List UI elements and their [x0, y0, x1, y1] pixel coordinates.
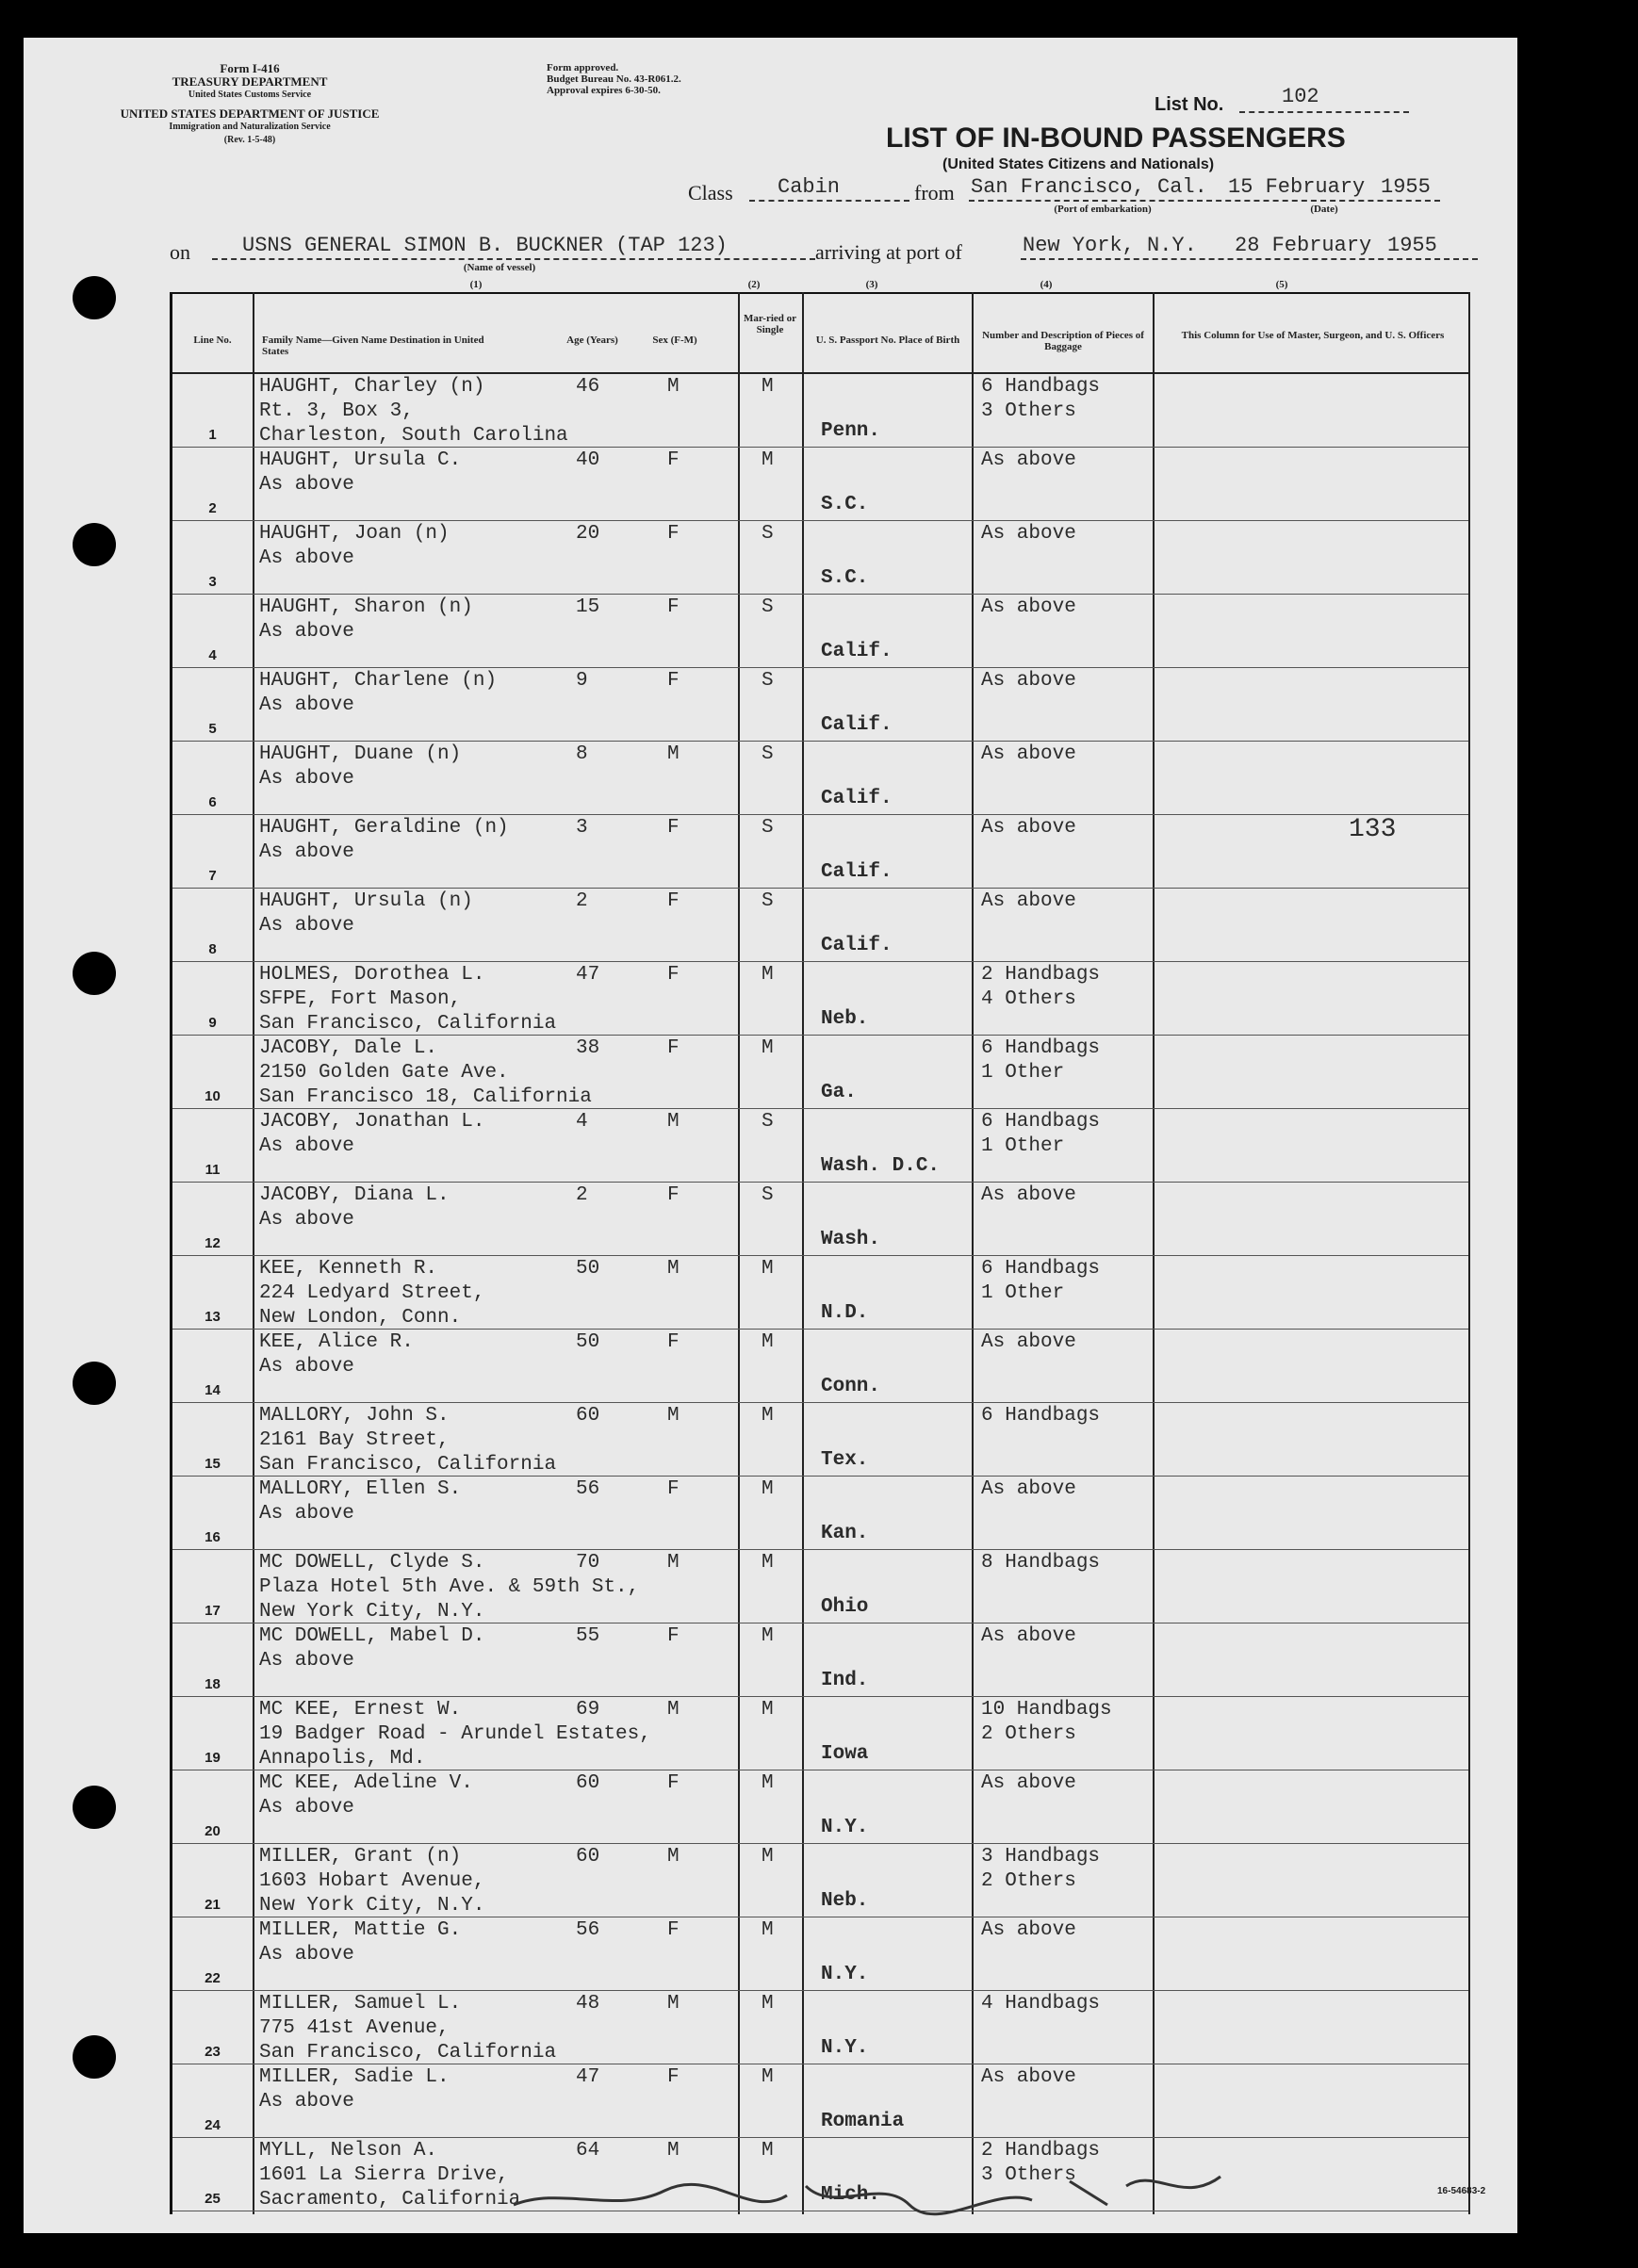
passenger-destination: As above	[259, 474, 354, 496]
line-number: 20	[205, 1823, 221, 1839]
passenger-baggage: As above	[981, 523, 1076, 545]
list-no-label: List No.	[1155, 94, 1224, 115]
passenger-birthplace: Calif.	[821, 861, 893, 883]
passenger-age: 70	[576, 1552, 600, 1574]
passenger-name: HAUGHT, Joan (n)	[259, 523, 450, 545]
passenger-name: JACOBY, Jonathan L.	[259, 1111, 485, 1133]
passenger-name: MILLER, Samuel L.	[259, 1993, 462, 2015]
passenger-name: MALLORY, John S.	[259, 1405, 450, 1427]
passenger-baggage: 6 Handbags 1 Other	[981, 1111, 1101, 1157]
embark-date: 15 February	[1228, 175, 1366, 199]
line-number: 16	[205, 1529, 221, 1545]
passenger-age: 38	[576, 1037, 600, 1059]
line-number: 6	[208, 794, 217, 810]
line-number: 23	[205, 2044, 221, 2060]
passenger-age: 56	[576, 1478, 600, 1500]
col-header-name: Family Name—Given Name Destination in United States	[262, 334, 484, 357]
row-rule	[172, 520, 1468, 521]
form-number: Form I-416 TREASURY DEPARTMENT United States Customs Service	[172, 61, 328, 100]
passenger-age: 2	[576, 890, 588, 912]
line-number: 24	[205, 2117, 221, 2133]
passenger-birthplace: Iowa	[821, 1743, 869, 1765]
row-rule	[172, 741, 1468, 742]
passenger-destination: As above	[259, 547, 354, 569]
passenger-sex: F	[667, 1184, 680, 1206]
row-rule	[172, 1990, 1468, 1991]
passenger-age: 50	[576, 1258, 600, 1280]
line-number: 3	[208, 574, 217, 590]
col-header-passport: U. S. Passport No. Place of Birth	[815, 334, 960, 346]
passenger-table	[170, 292, 1470, 2214]
punch-hole-1	[73, 276, 116, 319]
passenger-birthplace: Calif.	[821, 788, 893, 809]
col-header-sex: Sex (F-M)	[652, 334, 697, 346]
passenger-marital-status: M	[762, 1331, 774, 1353]
list-no-value: 102	[1282, 85, 1319, 108]
passenger-birthplace: N.Y.	[821, 2037, 869, 2059]
passenger-baggage: 3 Handbags 2 Others	[981, 1846, 1101, 1892]
passenger-birthplace: Conn.	[821, 1376, 881, 1397]
line-number: 10	[205, 1088, 221, 1104]
passenger-name: MILLER, Mattie G.	[259, 1919, 462, 1941]
passenger-marital-status: S	[762, 596, 774, 618]
passenger-marital-status: M	[762, 1772, 774, 1794]
passenger-marital-status: M	[762, 2140, 774, 2162]
col-header-baggage: Number and Description of Pieces of Baggage	[982, 330, 1144, 352]
passenger-birthplace: N.D.	[821, 1302, 869, 1324]
punch-hole-5	[73, 1786, 116, 1829]
col-divider-baggage	[972, 292, 974, 2214]
passenger-marital-status: M	[762, 1552, 774, 1574]
passenger-baggage: 2 Handbags 4 Others	[981, 964, 1101, 1010]
passenger-age: 4	[576, 1111, 588, 1133]
passenger-age: 47	[576, 2066, 600, 2088]
passenger-birthplace: S.C.	[821, 494, 869, 515]
passenger-marital-status: M	[762, 1405, 774, 1427]
passenger-name: MILLER, Sadie L.	[259, 2066, 450, 2088]
passenger-name: MC DOWELL, Clyde S.	[259, 1552, 485, 1574]
passenger-sex: F	[667, 817, 680, 839]
passenger-sex: F	[667, 1772, 680, 1794]
passenger-birthplace: Calif.	[821, 935, 893, 956]
header-rule	[172, 372, 1468, 374]
passenger-destination: As above	[259, 1944, 354, 1966]
passenger-name: KEE, Kenneth R.	[259, 1258, 438, 1280]
passenger-baggage: 6 Handbags 3 Others	[981, 376, 1101, 422]
passenger-age: 50	[576, 1331, 600, 1353]
from-label: from	[914, 181, 955, 204]
class-value: Cabin	[778, 175, 841, 199]
passenger-birthplace: S.C.	[821, 567, 869, 589]
officer-note: 133	[1349, 815, 1397, 844]
arrival-year: 1955	[1387, 234, 1437, 257]
passenger-baggage: As above	[981, 1625, 1076, 1647]
punch-hole-2	[73, 523, 116, 566]
passenger-age: 55	[576, 1625, 600, 1647]
passenger-destination: 1601 La Sierra Drive, Sacramento, California	[259, 2164, 521, 2211]
passenger-birthplace: Ga.	[821, 1082, 857, 1103]
row-rule	[172, 1696, 1468, 1697]
passenger-birthplace: Ohio	[821, 1596, 869, 1618]
col-header-married: Mar-ried or Single	[743, 313, 797, 335]
passenger-destination: As above	[259, 1797, 354, 1819]
punch-hole-6	[73, 2035, 116, 2079]
passenger-sex: M	[667, 1846, 680, 1868]
passenger-destination: Plaza Hotel 5th Ave. & 59th St., New York City, N.Y.	[259, 1576, 640, 1623]
passenger-destination: As above	[259, 2091, 354, 2113]
passenger-baggage: 10 Handbags 2 Others	[981, 1699, 1112, 1745]
passenger-birthplace: Neb.	[821, 1890, 869, 1912]
passenger-birthplace: Penn.	[821, 420, 881, 442]
passenger-sex: M	[667, 1993, 680, 2015]
col-divider-married	[738, 292, 740, 2214]
passenger-sex: M	[667, 743, 680, 765]
embark-year: 1955	[1381, 175, 1431, 199]
passenger-age: 2	[576, 1184, 588, 1206]
passenger-marital-status: M	[762, 1993, 774, 2015]
passenger-destination: As above	[259, 1135, 354, 1157]
row-rule	[172, 2137, 1468, 2138]
passenger-name: HAUGHT, Ursula C.	[259, 449, 462, 471]
passenger-sex: M	[667, 1258, 680, 1280]
passenger-destination: As above	[259, 841, 354, 863]
line-number: 5	[208, 721, 217, 737]
passenger-destination: As above	[259, 1650, 354, 1672]
passenger-age: 15	[576, 596, 600, 618]
passenger-marital-status: S	[762, 523, 774, 545]
row-rule	[172, 667, 1468, 668]
passenger-birthplace: Kan.	[821, 1523, 869, 1544]
col-divider-name	[253, 292, 254, 2214]
passenger-name: MC KEE, Ernest W.	[259, 1699, 462, 1721]
passenger-destination: 775 41st Avenue, San Francisco, California	[259, 2017, 557, 2064]
passenger-sex: F	[667, 523, 680, 545]
passenger-destination: 2161 Bay Street, San Francisco, California	[259, 1429, 557, 1476]
passenger-sex: F	[667, 1478, 680, 1500]
passenger-destination: As above	[259, 1503, 354, 1525]
line-number: 2	[208, 500, 217, 516]
punch-hole-4	[73, 1362, 116, 1405]
table-top-rule	[172, 292, 1468, 294]
passenger-age: 40	[576, 449, 600, 471]
passenger-age: 9	[576, 670, 588, 692]
passenger-marital-status: M	[762, 1846, 774, 1868]
class-underline	[749, 200, 909, 202]
passenger-destination: As above	[259, 1356, 354, 1378]
passenger-name: HAUGHT, Sharon (n)	[259, 596, 473, 618]
passenger-marital-status: M	[762, 1919, 774, 1941]
date-caption: (Date)	[1310, 204, 1338, 215]
passenger-sex: F	[667, 449, 680, 471]
passenger-name: HAUGHT, Duane (n)	[259, 743, 462, 765]
on-label: on	[170, 240, 190, 264]
passenger-birthplace: Calif.	[821, 714, 893, 736]
passenger-baggage: 6 Handbags	[981, 1405, 1101, 1427]
passenger-birthplace: N.Y.	[821, 1817, 869, 1838]
passenger-name: MILLER, Grant (n)	[259, 1846, 462, 1868]
col-num-3: (3)	[865, 279, 878, 290]
col-header-age: Age (Years)	[566, 334, 618, 346]
passenger-sex: M	[667, 1111, 680, 1133]
passenger-sex: M	[667, 376, 680, 398]
passenger-marital-status: M	[762, 1037, 774, 1059]
passenger-destination: As above	[259, 768, 354, 790]
passenger-sex: F	[667, 1331, 680, 1353]
line-number: 19	[205, 1750, 221, 1766]
line-number: 11	[205, 1162, 221, 1178]
passenger-marital-status: M	[762, 1258, 774, 1280]
arriving-label: arriving at port of	[815, 240, 962, 264]
passenger-sex: F	[667, 890, 680, 912]
passenger-baggage: As above	[981, 2066, 1076, 2088]
passenger-birthplace: Tex.	[821, 1449, 869, 1471]
passenger-sex: F	[667, 670, 680, 692]
passenger-destination: As above	[259, 915, 354, 937]
page-subtitle: (United States Citizens and Nationals)	[942, 156, 1215, 172]
passenger-age: 20	[576, 523, 600, 545]
col-divider-passport	[802, 292, 804, 2214]
passenger-name: MALLORY, Ellen S.	[259, 1478, 462, 1500]
passenger-baggage: As above	[981, 670, 1076, 692]
vessel-name: USNS GENERAL SIMON B. BUCKNER (TAP 123)	[242, 234, 728, 257]
line-number: 8	[208, 941, 217, 957]
footer-code: 16-54683-2	[1437, 2186, 1486, 2196]
col-num-1: (1)	[469, 279, 483, 290]
passenger-name: HOLMES, Dorothea L.	[259, 964, 485, 986]
passenger-name: JACOBY, Dale L.	[259, 1037, 438, 1059]
passenger-age: 60	[576, 1772, 600, 1794]
col-num-4: (4)	[1040, 279, 1053, 290]
passenger-name: MC KEE, Adeline V.	[259, 1772, 473, 1794]
passenger-destination: As above	[259, 621, 354, 643]
col-num-5: (5)	[1275, 279, 1288, 290]
passenger-marital-status: M	[762, 1699, 774, 1721]
passenger-name: HAUGHT, Charley (n)	[259, 376, 485, 398]
passenger-baggage: 2 Handbags 3 Others	[981, 2140, 1101, 2186]
passenger-baggage: As above	[981, 1331, 1076, 1353]
line-number: 1	[208, 427, 217, 443]
passenger-sex: M	[667, 2140, 680, 2162]
passenger-age: 64	[576, 2140, 600, 2162]
passenger-name: MYLL, Nelson A.	[259, 2140, 438, 2162]
row-rule	[172, 1255, 1468, 1256]
passenger-destination: 1603 Hobart Avenue, New York City, N.Y.	[259, 1870, 485, 1917]
col-num-2: (2)	[747, 279, 761, 290]
passenger-birthplace: N.Y.	[821, 1964, 869, 1985]
passenger-age: 8	[576, 743, 588, 765]
department-block: UNITED STATES DEPARTMENT OF JUSTICE Immigration and Naturalization Service (Rev. 1-5-48)	[120, 106, 380, 145]
passenger-baggage: 8 Handbags	[981, 1552, 1101, 1574]
passenger-destination: 224 Ledyard Street, New London, Conn.	[259, 1282, 485, 1329]
passenger-marital-status: S	[762, 890, 774, 912]
passenger-birthplace: Calif.	[821, 641, 893, 662]
arrival-date: 28 February	[1235, 234, 1372, 257]
line-number: 7	[208, 868, 217, 884]
class-label: Class	[688, 181, 733, 204]
passenger-baggage: As above	[981, 1919, 1076, 1941]
passenger-sex: M	[667, 1405, 680, 1427]
passenger-name: HAUGHT, Ursula (n)	[259, 890, 473, 912]
passenger-destination: As above	[259, 1209, 354, 1231]
vessel-caption: (Name of vessel)	[463, 262, 536, 273]
line-number: 21	[205, 1897, 221, 1913]
passenger-marital-status: M	[762, 1625, 774, 1647]
passenger-age: 56	[576, 1919, 600, 1941]
manifest-page	[24, 38, 1517, 2233]
passenger-baggage: As above	[981, 1184, 1076, 1206]
passenger-marital-status: M	[762, 964, 774, 986]
row-rule	[172, 1549, 1468, 1550]
vessel-underline	[212, 258, 815, 260]
passenger-baggage: As above	[981, 1772, 1076, 1794]
passenger-sex: F	[667, 1919, 680, 1941]
passenger-marital-status: S	[762, 1111, 774, 1133]
arrival-port: New York, N.Y.	[1023, 234, 1197, 257]
passenger-baggage: As above	[981, 817, 1076, 839]
passenger-marital-status: S	[762, 817, 774, 839]
passenger-name: MC DOWELL, Mabel D.	[259, 1625, 485, 1647]
passenger-sex: F	[667, 964, 680, 986]
signature-scrawl	[504, 2148, 1258, 2233]
line-number: 25	[205, 2191, 221, 2207]
passenger-birthplace: Wash.	[821, 1229, 881, 1250]
passenger-destination: 19 Badger Road - Arundel Estates, Annapolis, Md.	[259, 1723, 651, 1770]
col-divider-officers	[1153, 292, 1155, 2214]
col-header-officers: This Column for Use of Master, Surgeon, and U. S. Officers	[1181, 330, 1445, 341]
row-rule	[172, 1402, 1468, 1403]
row-rule	[172, 961, 1468, 962]
passenger-destination: Rt. 3, Box 3, Charleston, South Carolina	[259, 400, 568, 447]
passenger-birthplace: Ind.	[821, 1670, 869, 1691]
line-number: 22	[205, 1970, 221, 1986]
passenger-marital-status: M	[762, 376, 774, 398]
passenger-name: KEE, Alice R.	[259, 1331, 414, 1353]
passenger-sex: M	[667, 1699, 680, 1721]
passenger-marital-status: S	[762, 743, 774, 765]
passenger-marital-status: S	[762, 1184, 774, 1206]
line-number: 12	[205, 1235, 221, 1251]
from-underline	[969, 200, 1440, 202]
passenger-baggage: As above	[981, 596, 1076, 618]
passenger-marital-status: M	[762, 2066, 774, 2088]
passenger-baggage: 4 Handbags	[981, 1993, 1101, 2015]
passenger-name: HAUGHT, Geraldine (n)	[259, 817, 509, 839]
passenger-age: 60	[576, 1846, 600, 1868]
passenger-sex: F	[667, 1625, 680, 1647]
passenger-name: JACOBY, Diana L.	[259, 1184, 450, 1206]
col-header-line: Line No.	[193, 334, 232, 346]
passenger-sex: M	[667, 1552, 680, 1574]
passenger-birthplace: Wash. D.C.	[821, 1155, 941, 1177]
passenger-sex: F	[667, 1037, 680, 1059]
line-number: 13	[205, 1309, 221, 1325]
row-rule	[172, 594, 1468, 595]
passenger-marital-status: S	[762, 670, 774, 692]
passenger-age: 47	[576, 964, 600, 986]
passenger-baggage: As above	[981, 1478, 1076, 1500]
arrival-underline	[1021, 258, 1478, 260]
line-number: 4	[208, 647, 217, 663]
punch-hole-3	[73, 952, 116, 995]
list-no-line	[1239, 111, 1409, 113]
passenger-destination: SFPE, Fort Mason, San Francisco, California	[259, 988, 557, 1035]
passenger-birthplace: Romania	[821, 2111, 905, 2132]
row-rule	[172, 1843, 1468, 1844]
row-rule	[172, 1182, 1468, 1183]
from-value: San Francisco, Cal.	[971, 175, 1207, 199]
passenger-destination: As above	[259, 694, 354, 716]
passenger-destination: 2150 Golden Gate Ave. San Francisco 18, California	[259, 1062, 592, 1108]
line-number: 18	[205, 1676, 221, 1692]
line-number: 9	[208, 1015, 217, 1031]
passenger-sex: F	[667, 596, 680, 618]
line-number: 17	[205, 1603, 221, 1619]
passenger-name: HAUGHT, Charlene (n)	[259, 670, 498, 692]
embark-caption: (Port of embarkation)	[1054, 204, 1152, 215]
passenger-age: 46	[576, 376, 600, 398]
approval-block: Form approved. Budget Bureau No. 43-R061.2. Approval expires 6-30-50.	[547, 62, 681, 96]
row-rule	[172, 814, 1468, 815]
passenger-age: 48	[576, 1993, 600, 2015]
passenger-age: 3	[576, 817, 588, 839]
passenger-birthplace: Mich.	[821, 2184, 881, 2206]
row-rule	[172, 888, 1468, 889]
passenger-age: 69	[576, 1699, 600, 1721]
passenger-baggage: 6 Handbags 1 Other	[981, 1037, 1101, 1084]
line-number: 15	[205, 1456, 221, 1472]
passenger-birthplace: Neb.	[821, 1008, 869, 1030]
passenger-age: 60	[576, 1405, 600, 1427]
passenger-baggage: As above	[981, 449, 1076, 471]
page-title: LIST OF IN-BOUND PASSENGERS	[886, 122, 1346, 154]
passenger-sex: F	[667, 2066, 680, 2088]
line-number: 14	[205, 1382, 221, 1398]
passenger-baggage: 6 Handbags 1 Other	[981, 1258, 1101, 1304]
passenger-marital-status: M	[762, 1478, 774, 1500]
passenger-baggage: As above	[981, 890, 1076, 912]
passenger-baggage: As above	[981, 743, 1076, 765]
passenger-marital-status: M	[762, 449, 774, 471]
